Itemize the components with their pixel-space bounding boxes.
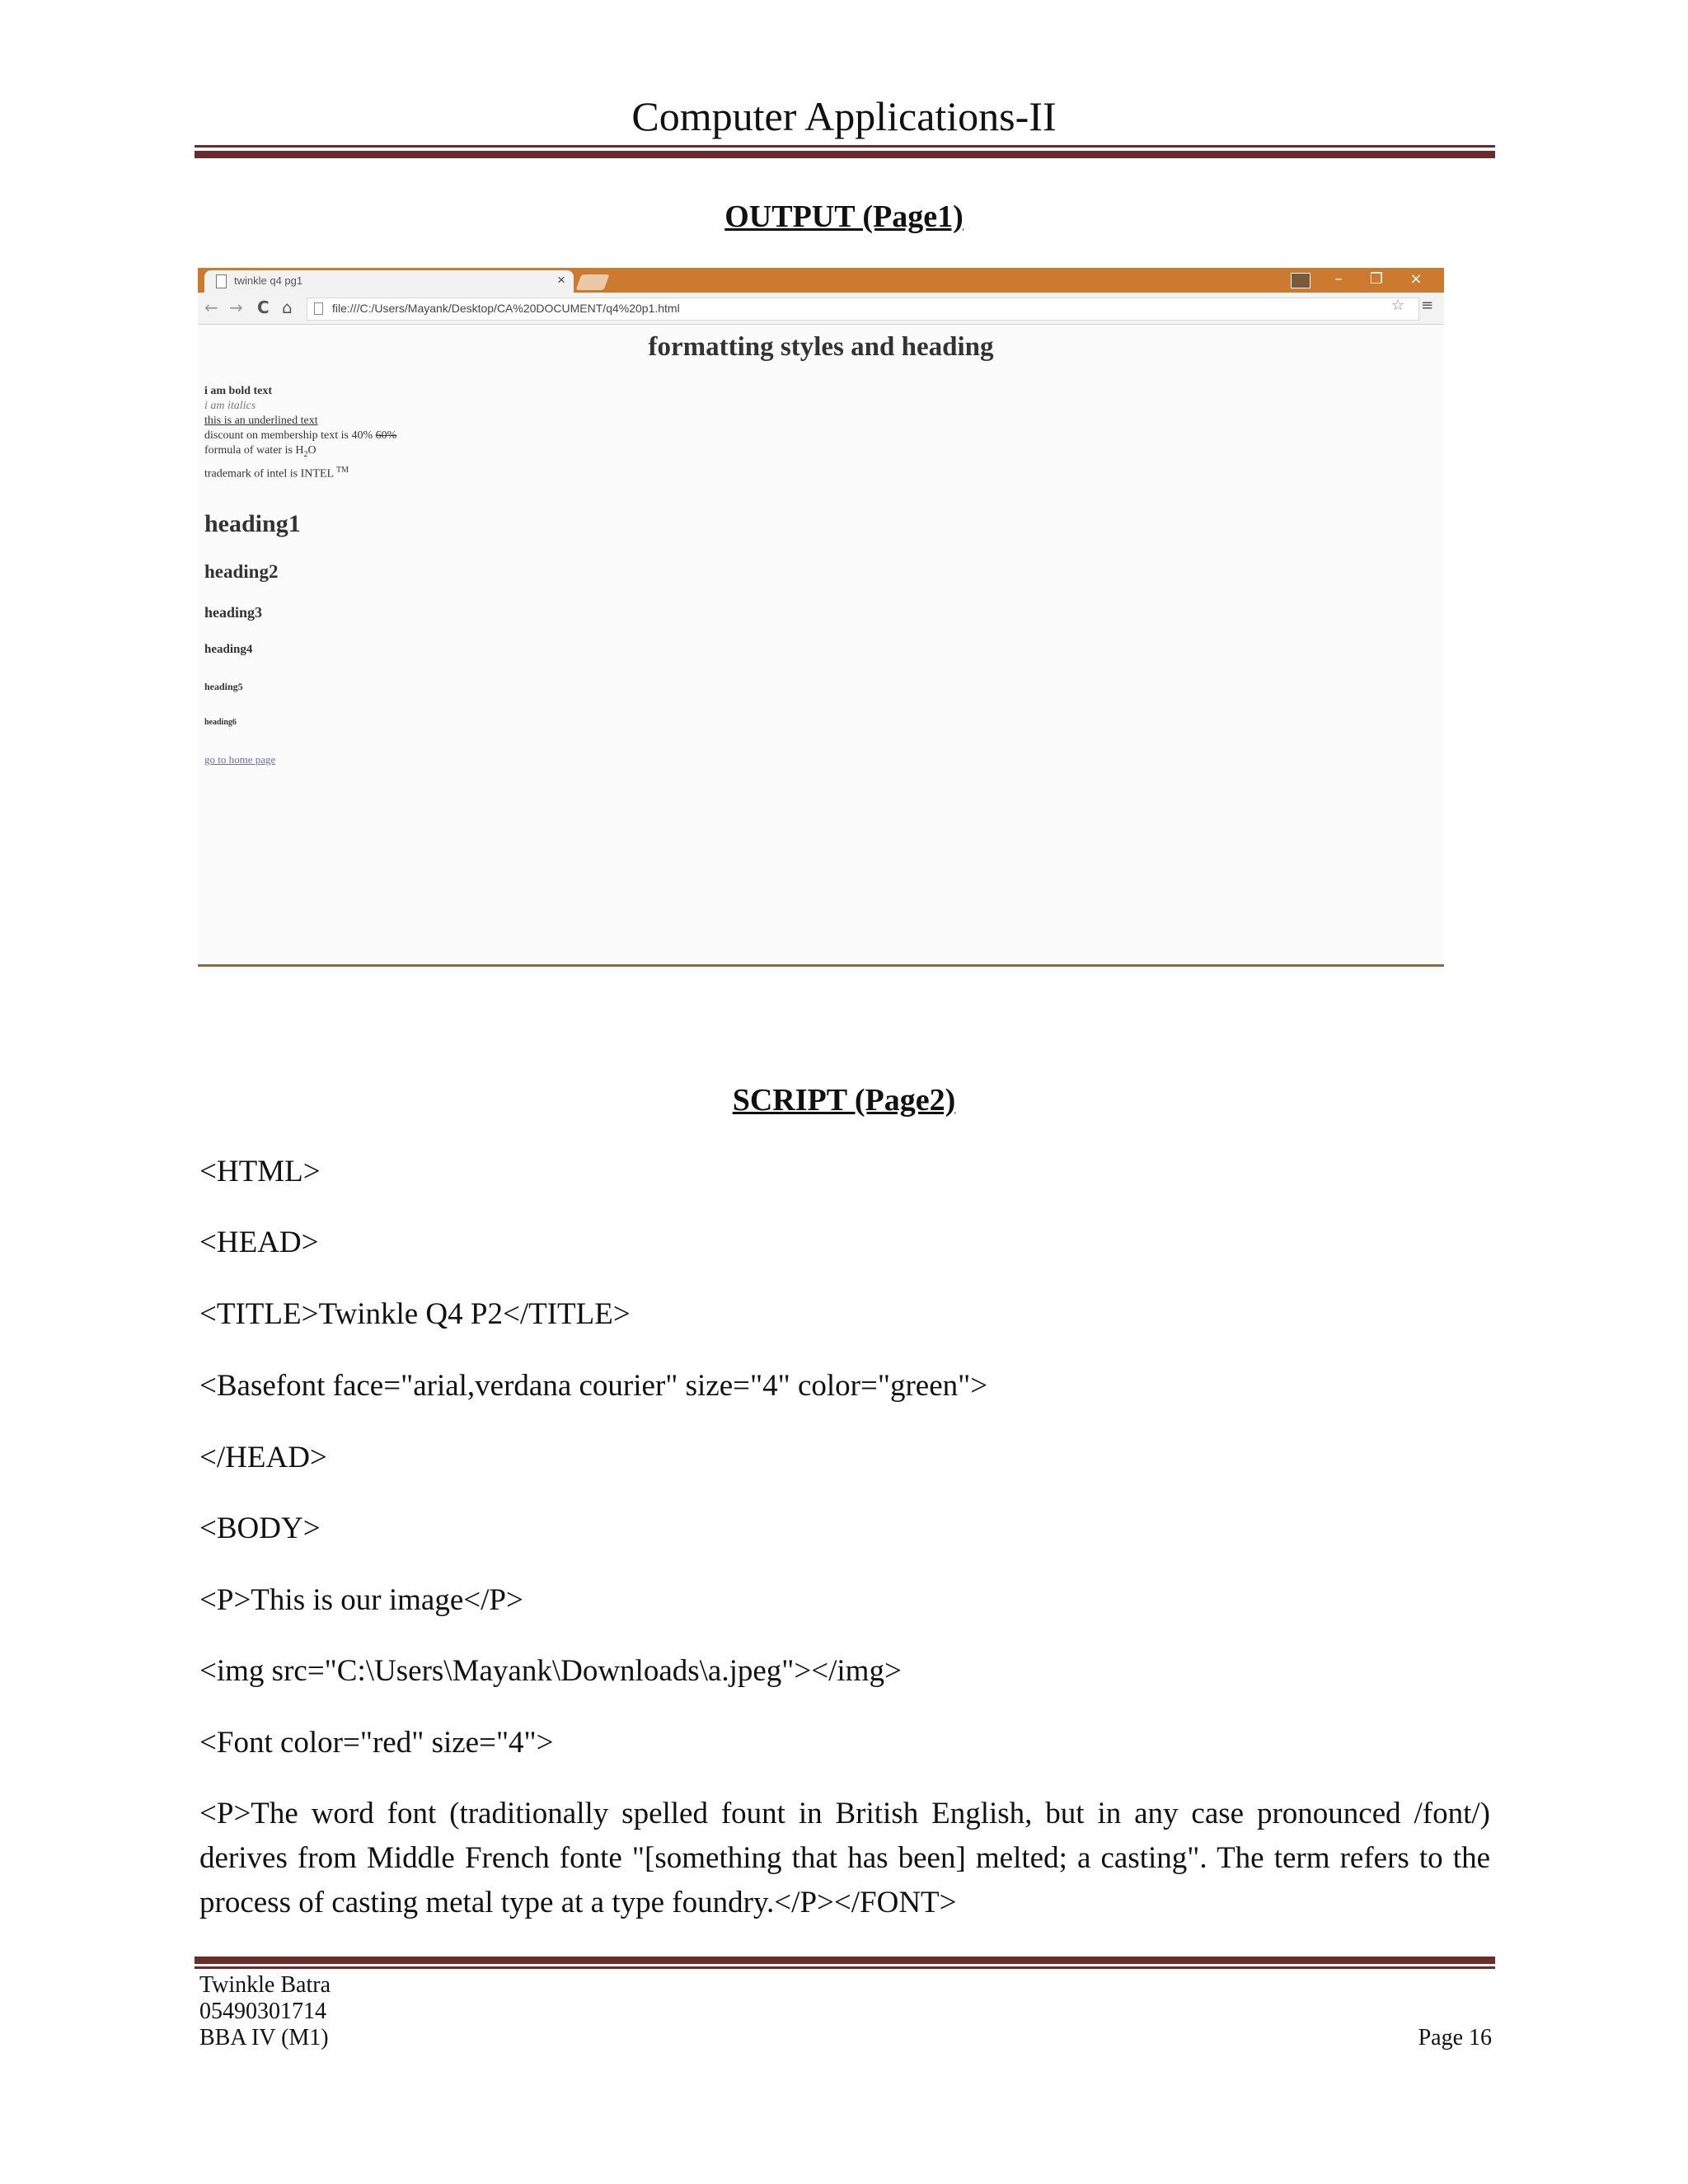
- formula-subscript: 2: [303, 449, 308, 459]
- browser-toolbar: [198, 293, 1444, 325]
- code-line: </HEAD>: [199, 1441, 327, 1474]
- minimize-button[interactable]: –: [1334, 270, 1343, 288]
- tab-label: twinkle q4 pg1: [234, 274, 303, 287]
- heading-1: heading1: [204, 510, 301, 537]
- page-icon: [216, 274, 227, 288]
- browser-tab[interactable]: [204, 270, 574, 293]
- address-text: file:///C:/Users/Mayank/Desktop/CA%20DOCUMENT/q4%20p1.html: [332, 302, 680, 315]
- page-number: Page 16: [1418, 2025, 1492, 2050]
- rendered-page-title: formatting styles and heading: [648, 332, 994, 362]
- home-page-link[interactable]: go to home page: [204, 753, 276, 766]
- document-title: Computer Applications-II: [631, 93, 1057, 139]
- footer-name: Twinkle Batra: [199, 1972, 331, 1998]
- browser-screenshot: [198, 268, 1444, 971]
- footer-roll-number: 05490301714: [199, 1999, 326, 2024]
- reload-icon[interactable]: C: [257, 298, 270, 317]
- code-line: <TITLE>Twinkle Q4 P2</TITLE>: [199, 1297, 631, 1331]
- discount-prefix: discount on membership text is: [204, 429, 352, 442]
- close-tab-icon[interactable]: ×: [557, 272, 565, 288]
- heading-4: heading4: [204, 643, 253, 656]
- formula-suffix: O: [307, 444, 316, 457]
- heading-2: heading2: [204, 561, 279, 582]
- code-line: <img src="C:\Users\Mayank\Downloads\a.jpeg"></img>: [199, 1654, 902, 1688]
- code-line: <P>This is our image</P>: [199, 1583, 523, 1617]
- output-heading: OUTPUT (Page1): [724, 199, 964, 234]
- underlined-text: this is an underlined text: [204, 415, 318, 427]
- trademark-text: [204, 466, 349, 481]
- trademark-superscript: TM: [336, 466, 349, 475]
- code-line: <Font color="red" size="4">: [199, 1726, 554, 1760]
- footer-rule-thin: [195, 1966, 1495, 1969]
- formula-text: [204, 444, 316, 459]
- close-window-button[interactable]: ×: [1409, 270, 1423, 288]
- heading-5: heading5: [204, 681, 243, 692]
- code-paragraph: <P>The word font (traditionally spelled fount in British English, but in any case pronounced /font/) derives from Middle French fonte "[something that has been] melted; a casting". The term refers to the process of casting metal type at a type foundry.</P></FONT>: [199, 1797, 1490, 1919]
- trademark-prefix: trademark of intel is INTEL: [204, 467, 337, 480]
- discount-old: 60%: [375, 429, 397, 442]
- new-tab-button[interactable]: [576, 274, 610, 290]
- bold-text: i am bold text: [204, 385, 273, 397]
- footer-author-block: [199, 1972, 331, 2051]
- code-line: <HTML>: [199, 1155, 321, 1188]
- formula-prefix: formula of water is H: [204, 444, 304, 457]
- restore-button[interactable]: ❐: [1369, 270, 1384, 288]
- menu-icon[interactable]: ≡: [1421, 297, 1434, 314]
- back-icon[interactable]: ←: [204, 298, 218, 317]
- footer-course: BBA IV (M1): [199, 2025, 329, 2050]
- footer-rule-thick: [195, 1957, 1495, 1964]
- forward-icon[interactable]: →: [229, 298, 243, 317]
- header-rule-thick: [195, 151, 1495, 158]
- italic-text: i am italics: [204, 400, 256, 412]
- heading-6: heading6: [204, 718, 237, 727]
- browser-bottom-border: [198, 964, 1444, 967]
- home-icon[interactable]: ⌂: [282, 298, 293, 317]
- header-rule-thin: [195, 145, 1495, 148]
- script-heading: SCRIPT (Page2): [732, 1083, 956, 1118]
- address-bar[interactable]: [307, 298, 1419, 321]
- code-line: <Basefont face="arial,verdana courier" size="4" color="green">: [199, 1369, 988, 1403]
- browser-tabbar: [198, 268, 1444, 293]
- heading-3: heading3: [204, 604, 263, 621]
- discount-new: 40%: [351, 429, 373, 442]
- discount-text: [204, 429, 396, 443]
- document-icon: [314, 302, 323, 315]
- code-line: <HEAD>: [199, 1226, 319, 1259]
- code-line: <BODY>: [199, 1511, 321, 1545]
- bookmark-star-icon[interactable]: ☆: [1391, 297, 1405, 314]
- download-icon[interactable]: [1291, 273, 1311, 288]
